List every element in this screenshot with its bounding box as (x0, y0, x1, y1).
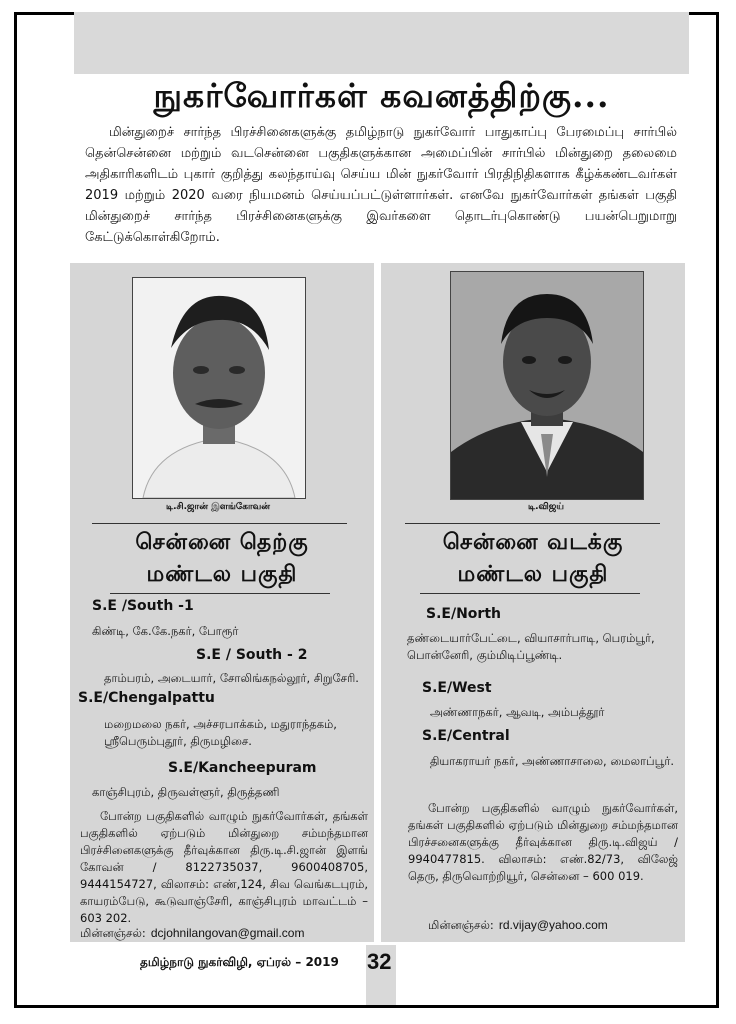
section-areas-south-2: தாம்பரம், அடையார், சோலிங்கநல்லூர், சிறுசேரி. (104, 671, 359, 685)
intro-paragraph: மின்துறைச் சார்ந்த பிரச்சினைகளுக்கு தமிழ்நாடு நுகர்வோர் பாதுகாப்பு பேரமைப்பு சார்பில் தென்சென்னை மற்றும் வடசென்னை பகுதிகளுக்கான அமைப்பின் சார்பில் மின்துறை தலைமை அதிகாரிகளிடம் புகார் குறித்து கலந்தாய்வு செய்ய மின் நுகர்வோர் பிரதிநிதிகளாக கீழ்க்கண்டவர்கள் 2019 மற்றும் 2020 வரை நியமனம் செய்யப்பட்டுள்ளார்கள். எனவே நுகர்வோர்கள் தங்கள் பகுதி மின்துறைச் சார்ந்த பிரச்சினைகளுக்கு இவர்களை தொடர்புகொண்டு பயன்பெறுமாறு கேட்டுக்கொள்கிறோம். (85, 125, 677, 245)
section-label-south-1: S.E /South -1 (92, 598, 194, 614)
left-contact-details: போன்ற பகுதிகளில் வாழும் நுகர்வோர்கள், தங்கள் பகுதிகளில் ஏற்படும் மின்துறை சம்மந்தமான பிரச்சினைகளுக்கு தீர்வுக்கான திரு.டி.சி.ஜான் இளங் கோவன் / 8122735037, 9600408705, 9444154727, விலாசம்: எண்,124, சிவ வெங்கடபுரம், காயரம்பேடு, கூடுவாஞ்சேரி, காஞ்சிபுரம் மாவட்டம் – 603 202. (80, 809, 368, 925)
south-zone-title-line1: சென்னை தெற்கு (135, 530, 309, 555)
divider (92, 523, 347, 524)
portrait-photo-vijay (450, 271, 644, 500)
right-photo-caption: டி.விஜய் (527, 502, 565, 512)
section-areas-north: தண்டையார்பேட்டை, வியாசார்பாடி, பெரம்பூர், பொன்னேரி, கும்மிடிப்பூண்டி. (407, 631, 655, 662)
section-areas-west: அண்ணாநகர், ஆவடி, அம்பத்தூர் (430, 705, 605, 719)
left-email-line (80, 922, 370, 942)
section-areas-kancheepuram: காஞ்சிபுரம், திருவள்ளூர், திருத்தணி (92, 785, 280, 799)
right-contact-details: போன்ற பகுதிகளில் வாழும் நுகர்வோர்கள், தங்கள் பகுதிகளில் ஏற்படும் மின்துறை சம்மந்தமான பிரச்சனைகளுக்கு தீர்வுக்கான திரு.டி.விஜய் / 9940477815. விலாசம்: எண்.82/73, விலேஜ் தெரு, திருவொற்றியூர், சென்னை – 600 019. (408, 801, 678, 883)
email-label: மின்னஞ்சல்: (80, 926, 146, 940)
page-title: நுகர்வோர்கள் கவனத்திற்கு... (153, 76, 610, 115)
section-label-kancheepuram: S.E/Kancheepuram (168, 760, 317, 776)
left-email-link[interactable]: dcjohnilangovan@gmail.com (150, 926, 305, 940)
section-label-south-2: S.E / South - 2 (196, 647, 308, 663)
section-label-north: S.E/North (426, 606, 501, 622)
page-number: 32 (367, 949, 392, 974)
right-email-link[interactable]: rd.vijay@yahoo.com (498, 918, 608, 932)
section-label-chengalpattu: S.E/Chengalpattu (78, 690, 215, 706)
header-band (74, 12, 689, 74)
divider (405, 523, 660, 524)
right-email-line (428, 914, 678, 934)
section-areas-south-1: கிண்டி, கே.கே.நகர், போரூர் (92, 624, 239, 638)
section-label-west: S.E/West (422, 680, 492, 696)
section-areas-central: தியாகராயர் நகர், அண்ணாசாலை, மைலாப்பூர். (430, 754, 674, 768)
south-zone-title-line2: மண்டல பகுதி (146, 562, 298, 587)
footer-publication-line: தமிழ்நாடு நுகர்விழி, ஏப்ரல் – 2019 (140, 955, 339, 969)
email-label: மின்னஞ்சல்: (428, 918, 494, 932)
north-zone-title-line1: சென்னை வடக்கு (442, 530, 624, 555)
divider (420, 593, 640, 594)
left-photo-caption: டி.சி.ஜான் இளங்கோவன் (165, 502, 271, 512)
section-label-central: S.E/Central (422, 728, 510, 744)
divider (110, 593, 330, 594)
section-areas-chengalpattu: மறைமலை நகர், அச்சரபாக்கம், மதுராந்தகம், ஸ்ரீபெரும்புதூர், திருமழிசை. (104, 717, 337, 748)
north-zone-title-line2: மண்டல பகுதி (457, 562, 609, 587)
portrait-photo-john-ilangovan (132, 277, 306, 499)
